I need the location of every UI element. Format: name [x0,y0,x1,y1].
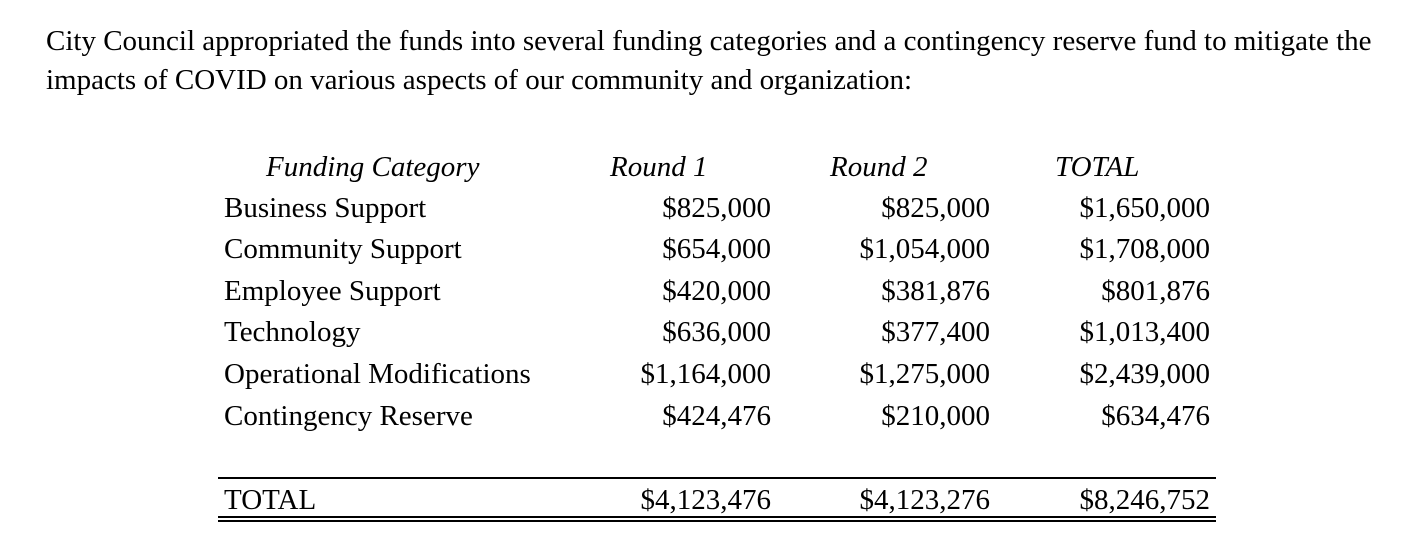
intro-paragraph: City Council appropriated the funds into several funding categories and a contingency reserve fund to mitigate the impacts of COVID on various aspects of our community and organization: [46,25,1372,96]
row-category: Contingency Reserve [224,400,473,432]
total-grand: $8,246,752 [1079,484,1210,516]
row-round-1: $654,000 [662,233,771,265]
row-round-2: $1,054,000 [859,233,990,265]
row-round-2: $377,400 [881,316,990,348]
row-round-2: $825,000 [881,192,990,224]
total-top-rule [218,477,1216,479]
row-total: $1,013,400 [1079,316,1210,348]
header-total: TOTAL [1055,151,1140,183]
row-total: $1,650,000 [1079,192,1210,224]
row-category: Employee Support [224,275,441,307]
row-round-1: $825,000 [662,192,771,224]
row-category: Operational Modifications [224,358,531,390]
row-round-1: $420,000 [662,275,771,307]
row-total: $634,476 [1101,400,1210,432]
row-round-1: $424,476 [662,400,771,432]
header-round-1: Round 1 [610,151,708,183]
row-round-1: $1,164,000 [640,358,771,390]
row-total: $801,876 [1101,275,1210,307]
row-category: Community Support [224,233,462,265]
row-round-2: $1,275,000 [859,358,990,390]
row-round-2: $210,000 [881,400,990,432]
row-total: $2,439,000 [1079,358,1210,390]
total-bottom-rule-2 [218,520,1216,522]
row-category: Business Support [224,192,427,224]
header-funding-category: Funding Category [266,151,480,183]
row-category: Technology [224,316,361,348]
total-label: TOTAL [224,484,317,516]
row-round-2: $381,876 [881,275,990,307]
row-round-1: $636,000 [662,316,771,348]
row-total: $1,708,000 [1079,233,1210,265]
total-round-2: $4,123,276 [859,484,990,516]
total-round-1: $4,123,476 [640,484,771,516]
header-round-2: Round 2 [830,151,928,183]
